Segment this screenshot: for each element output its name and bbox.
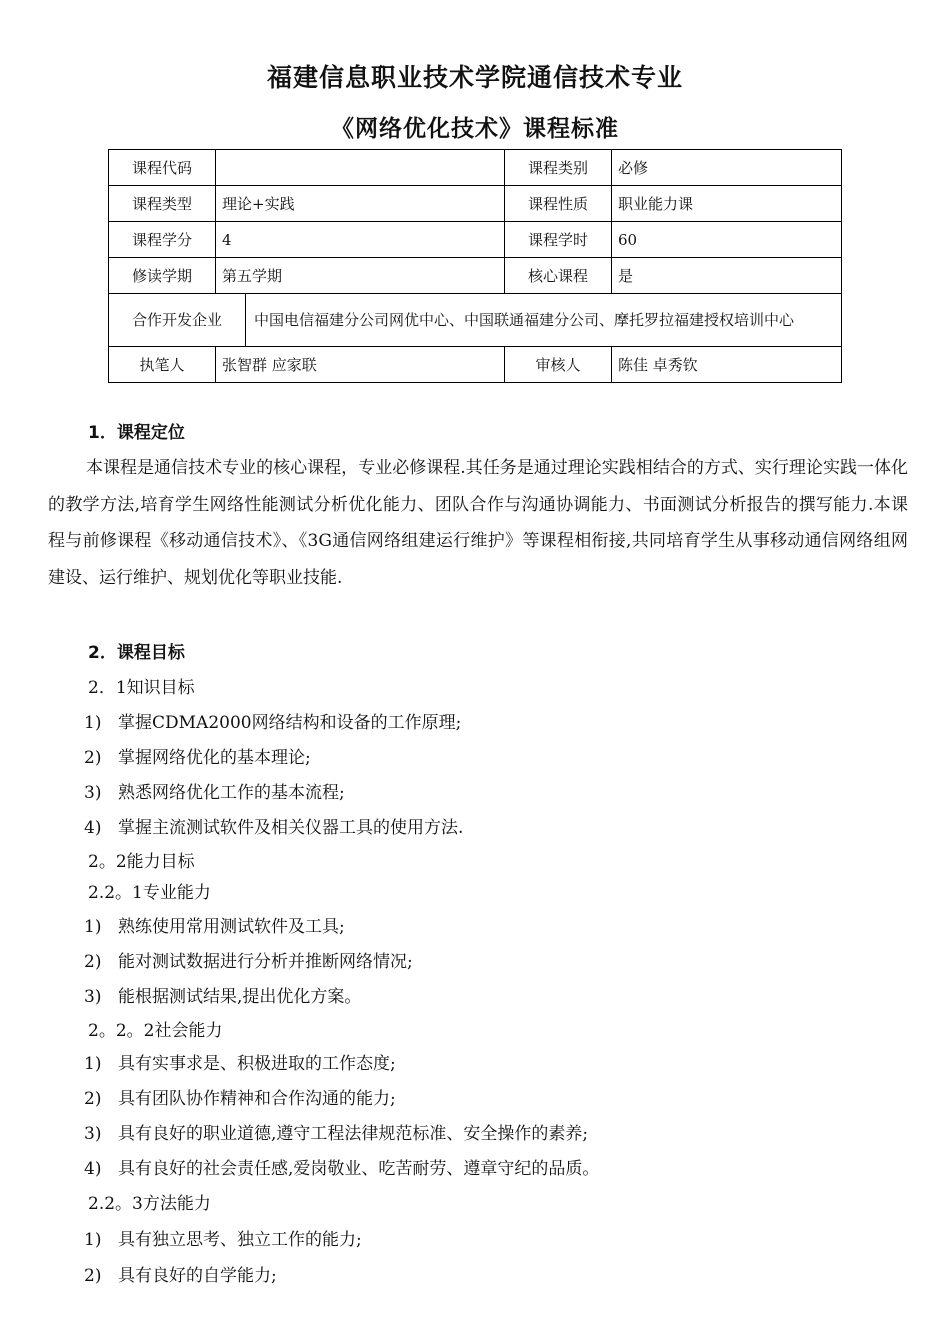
label-core-course: 核心课程 [505,258,612,294]
section-heading: 2．课程目标 [88,643,185,663]
list-item: 2) 具有良好的自学能力; [84,1266,277,1286]
list-item: 1) 具有实事求是、积极进取的工作态度; [84,1054,396,1074]
list-item: 1) 掌握CDMA2000网络结构和设备的工作原理; [84,713,462,733]
value-semester: 第五学期 [216,258,505,294]
label-course-nature: 课程性质 [505,186,612,222]
label-hours: 课程学时 [505,222,612,258]
label-course-category: 课程类别 [505,150,612,186]
value-hours: 60 [612,222,842,258]
label-partner-companies: 合作开发企业 [109,294,246,346]
table-row [109,222,842,258]
value-course-code [216,150,505,186]
subsection-heading: 2．1知识目标 [88,678,195,698]
document-title: 福建信息职业技术学院通信技术专业 [266,63,683,92]
value-reviewer: 陈佳 卓秀钦 [612,347,842,383]
table-row [109,347,842,383]
value-course-category: 必修 [612,150,842,186]
document-subtitle: 《网络优化技术》课程标准 [331,116,619,142]
value-partner-companies: 中国电信福建分公司网优中心、中国联通福建分公司、摩托罗拉福建授权培训中心 [254,311,795,329]
subsection-heading: 2。2能力目标 [88,852,195,872]
table-row [109,186,842,222]
list-item: 2) 能对测试数据进行分析并推断网络情况; [84,952,413,972]
table-row [109,150,842,186]
section-heading: 1．课程定位 [88,423,185,443]
list-item: 1) 具有独立思考、独立工作的能力; [84,1230,362,1250]
list-item: 4) 具有良好的社会责任感,爱岗敬业、吃苦耐劳、遵章守纪的品质。 [84,1159,600,1179]
list-item: 2) 具有团队协作精神和合作沟通的能力; [84,1089,396,1109]
table-row [109,258,842,294]
label-credits: 课程学分 [109,222,216,258]
label-author: 执笔人 [109,347,216,383]
label-semester: 修读学期 [109,258,216,294]
subsection-heading: 2。2。2社会能力 [88,1021,223,1041]
label-reviewer: 审核人 [505,347,612,383]
value-author: 张智群 应家联 [216,347,505,383]
list-item: 2) 掌握网络优化的基本理论; [84,748,311,768]
course-info-table [108,149,842,383]
list-item: 3) 具有良好的职业道德,遵守工程法律规范标准、安全操作的素养; [84,1124,589,1144]
list-item: 3) 能根据测试结果,提出优化方案。 [84,987,362,1007]
value-course-type: 理论+实践 [216,186,505,222]
value-core-course: 是 [612,258,842,294]
table-row [109,294,842,347]
course-positioning-paragraph: 本课程是通信技术专业的核心课程，专业必修课程.其任务是通过理论实践相结合的方式、实行理论实践一体化的教学方法,培育学生网络性能测试分析优化能力、团队合作与沟通协调能力、书面测试分析报告的撰写能力.本课程与前修课程《移动通信技术》、《3G通信网络组建运行维护》等课程相衔接,共同培育学生从事移动通信网络组网建设、运行维护、规划优化等职业技能. [48,458,908,588]
label-course-code: 课程代码 [109,150,216,186]
list-item: 3) 熟悉网络优化工作的基本流程; [84,783,345,803]
label-course-type: 课程类型 [109,186,216,222]
value-course-nature: 职业能力课 [612,186,842,222]
list-item: 1) 熟练使用常用测试软件及工具; [84,917,345,937]
value-credits: 4 [216,222,505,258]
subsection-heading: 2.2。3方法能力 [88,1194,211,1214]
list-item: 4) 掌握主流测试软件及相关仪器工具的使用方法. [84,818,464,838]
subsection-heading: 2.2。1专业能力 [88,883,211,903]
